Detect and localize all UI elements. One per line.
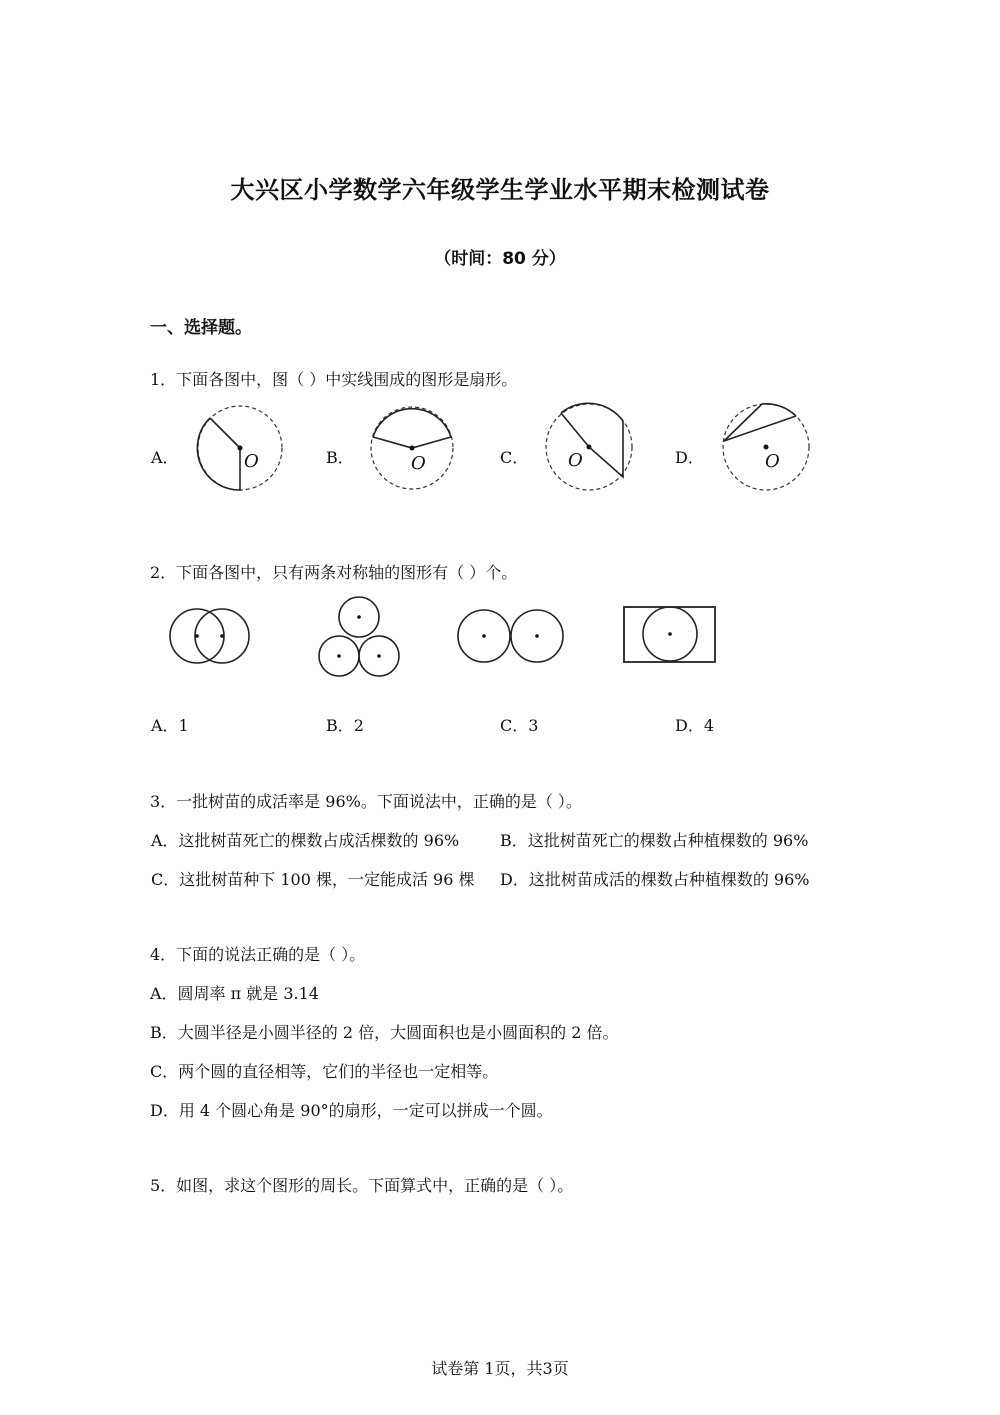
q1-option-d-label: D．: [675, 448, 704, 467]
section-heading: 一、选择题。: [150, 318, 252, 338]
page-title: 大兴区小学数学六年级学生学业水平期末检测试卷: [230, 176, 770, 204]
q1-option-a-label: A．: [151, 448, 179, 467]
q2-option-b: B．2: [326, 716, 364, 735]
q4-option-d: D．用 4 个圆心角是 90°的扇形，一定可以拼成一个圆。: [150, 1101, 553, 1120]
q2-figure-tangent-circles: [453, 604, 569, 670]
q4-option-a: A．圆周率 π 就是 3.14: [150, 984, 319, 1003]
q2-figure-overlapping-circles: [165, 604, 255, 670]
q1-d-center-label: O: [765, 451, 780, 472]
q4-option-c: C．两个圆的直径相等，它们的半径也一定相等。: [150, 1062, 499, 1081]
q4-option-b: B．大圆半径是小圆半径的 2 倍，大圆面积也是小圆面积的 2 倍。: [150, 1023, 619, 1042]
exam-time: （时间：80 分）: [434, 249, 566, 269]
q3-option-a: A．这批树苗死亡的棵数占成活棵数的 96%: [151, 831, 460, 850]
q3-option-d: D．这批树苗成活的棵数占种植棵数的 96%: [500, 870, 810, 889]
q2-option-a: A．1: [151, 716, 189, 735]
q5-stem: 5．如图，求这个图形的周长。下面算式中，正确的是（ ）。: [150, 1176, 574, 1195]
q1-figure-b: [367, 401, 467, 497]
q2-figure-circle-in-rectangle: [620, 602, 720, 668]
q1-figure-a: [192, 401, 292, 497]
q3-option-c: C．这批树苗种下 100 棵，一定能成活 96 棵: [151, 870, 475, 889]
page-footer: 试卷第 1页，共3页: [431, 1359, 569, 1378]
q4-stem: 4．下面的说法正确的是（ ）。: [150, 945, 366, 964]
q1-c-center-label: O: [568, 450, 583, 471]
q1-a-center-label: O: [244, 451, 259, 472]
q1-b-center-label: O: [411, 453, 426, 474]
q1-figure-d: [718, 401, 818, 497]
q3-option-b: B．这批树苗死亡的棵数占种植棵数的 96%: [500, 831, 809, 850]
q2-option-d: D．4: [675, 716, 715, 735]
q1-figure-c: [541, 401, 641, 497]
q1-option-b-label: B．: [326, 448, 354, 467]
q2-stem: 2．下面各图中，只有两条对称轴的图形有（ ）个。: [150, 563, 518, 582]
q1-option-c-label: C．: [500, 448, 529, 467]
q2-figure-three-circles: [313, 592, 405, 682]
q3-stem: 3．一批树苗的成活率是 96%。下面说法中，正确的是（ ）。: [150, 792, 582, 811]
q2-option-c: C．3: [500, 716, 539, 735]
q1-stem: 1．下面各图中，图（ ）中实线围成的图形是扇形。: [150, 370, 518, 389]
